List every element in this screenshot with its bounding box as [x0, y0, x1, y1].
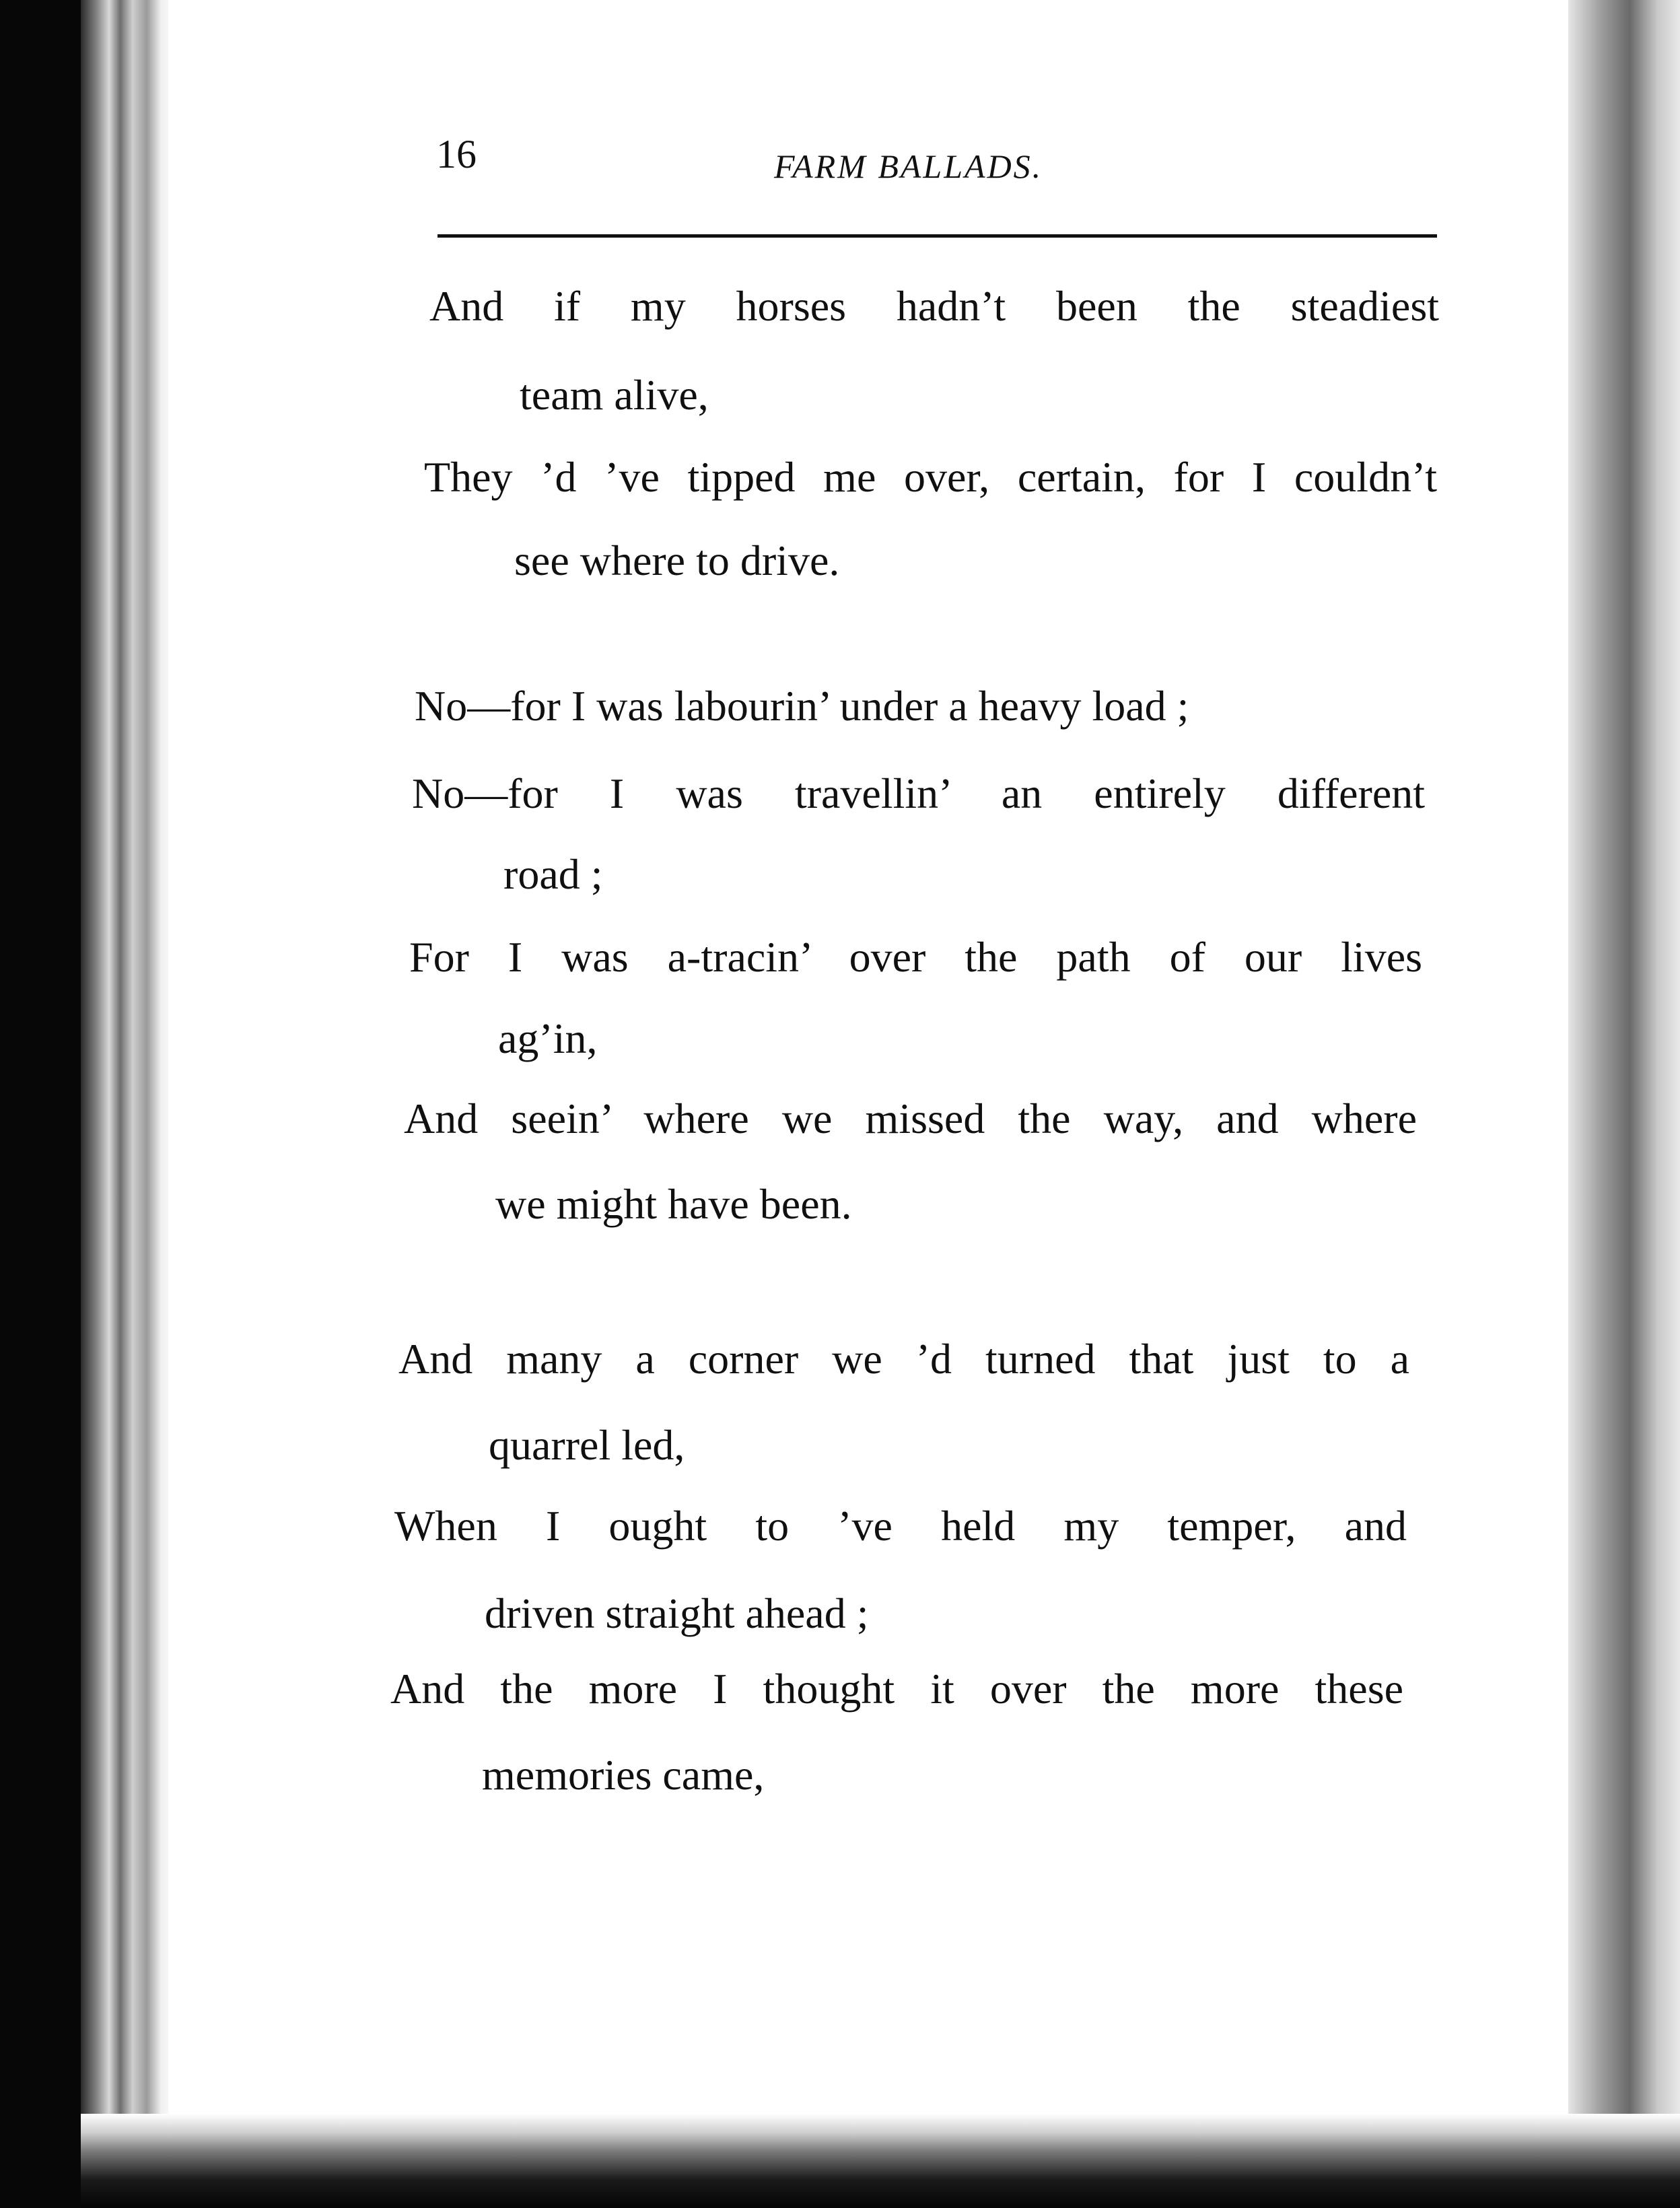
poem-line: driven straight ahead ; [485, 1589, 869, 1637]
poem-line: road ; [503, 850, 603, 898]
poem-line: we might have been. [495, 1180, 852, 1228]
running-title: FARM BALLADS. [774, 147, 1043, 185]
poem-line: quarrel led, [489, 1421, 685, 1469]
poem-line: memories came, [482, 1751, 765, 1799]
poem-line: No—for I was labourin’ under a heavy load ; [415, 682, 1189, 730]
poem-line: team alive, [520, 371, 709, 419]
page-number: 16 [436, 132, 477, 176]
poem-line: And seein’ where we missed the way, and where [404, 1095, 1417, 1142]
page-edges [81, 0, 175, 2154]
poem-line: When I ought to ’ve held my temper, and [394, 1502, 1407, 1550]
poem-line: see where to drive. [514, 537, 840, 584]
poem-line: They ’d ’ve tipped me over, certain, for I couldn’t [424, 453, 1437, 501]
poem-line: No—for I was travellin’ an entirely different [412, 769, 1425, 817]
poem-line: For I was a-tracin’ over the path of our lives [409, 933, 1422, 981]
poem-line: And the more I thought it over the more these [390, 1665, 1403, 1713]
bottom-page-edge [81, 2114, 1680, 2208]
poem-line: And if my horses hadn’t been the steadiest [429, 282, 1439, 330]
book-gutter [1568, 0, 1680, 2208]
poem-line: ag’in, [498, 1014, 598, 1062]
poem-line: And many a corner we ’d turned that just to a [398, 1335, 1409, 1383]
header-rule [438, 234, 1437, 238]
